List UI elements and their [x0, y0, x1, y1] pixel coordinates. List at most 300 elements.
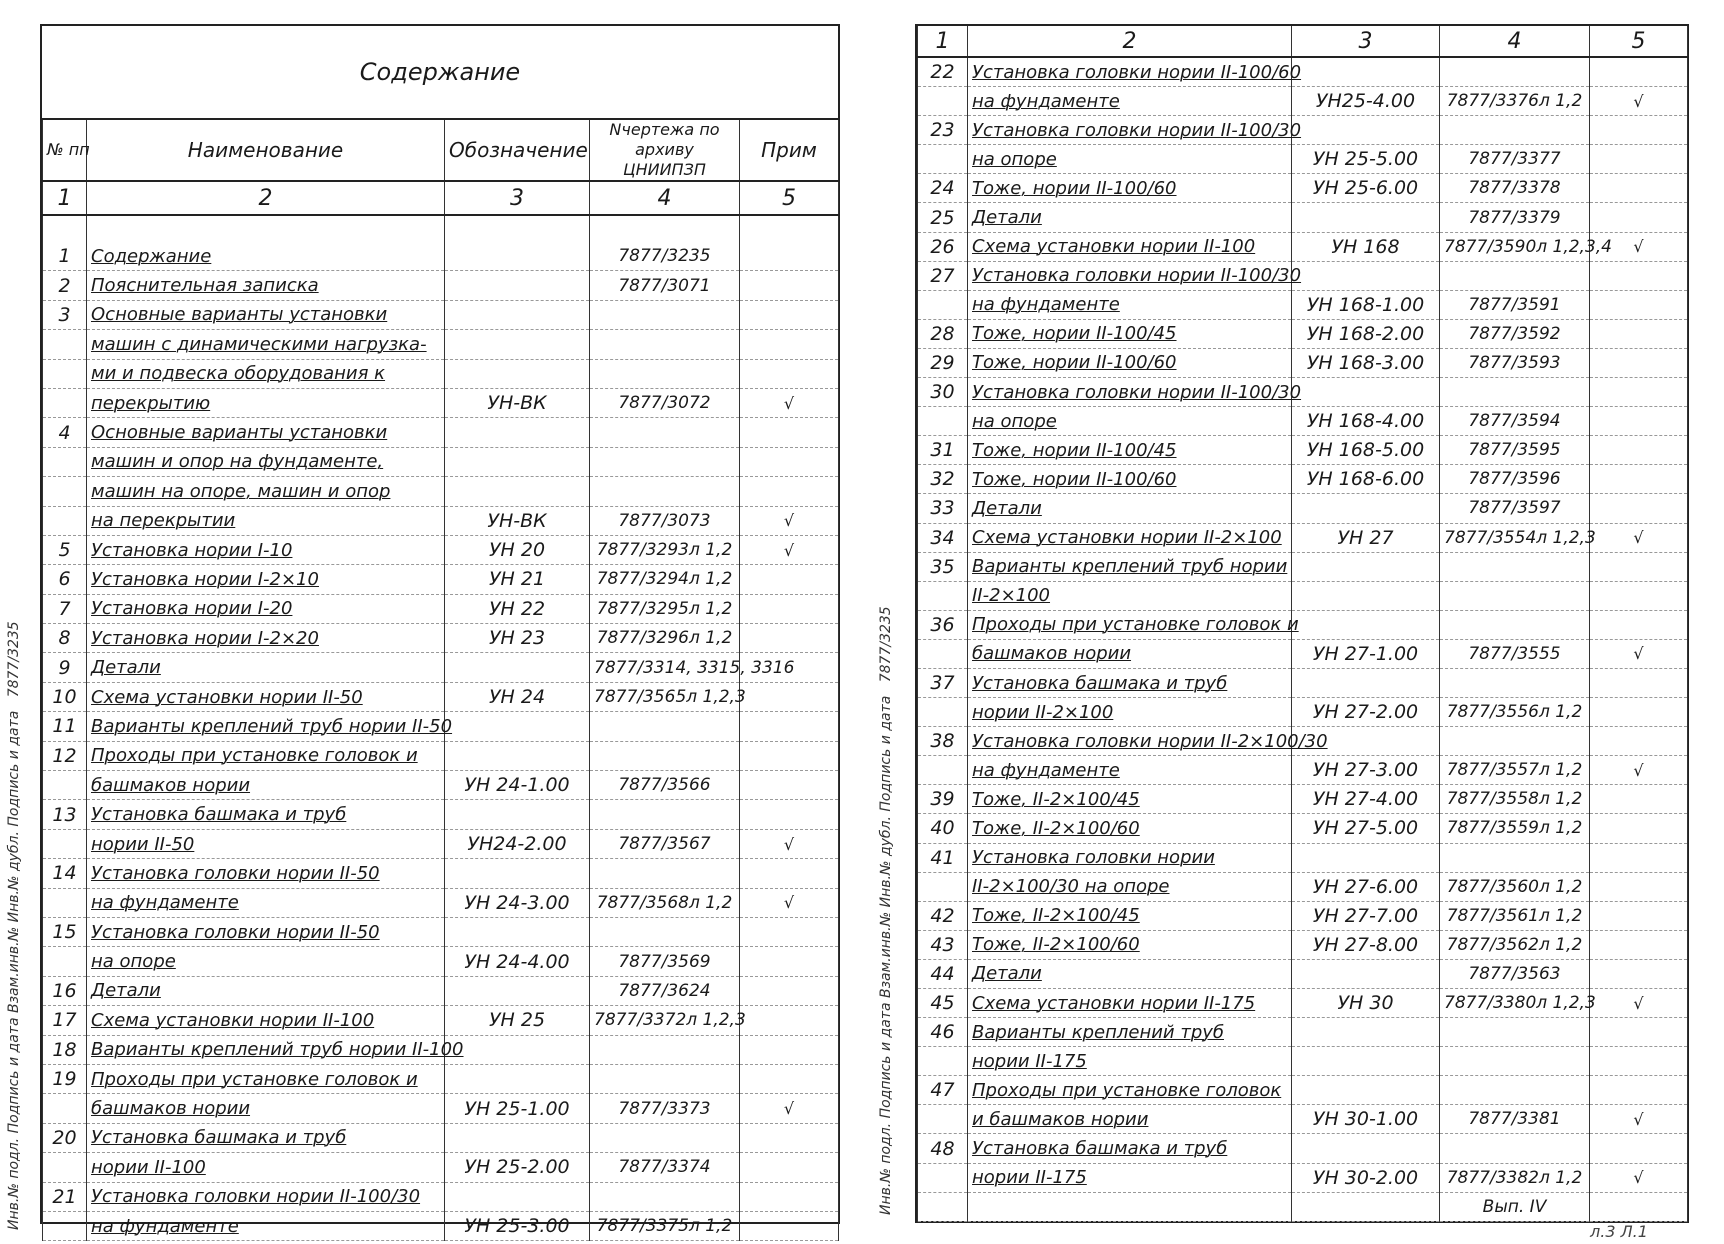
row-number: 47: [918, 1076, 968, 1105]
row-archive-number: 7877/3295л 1,2: [590, 594, 740, 623]
row-name: машин и опор на фундаменте,: [87, 447, 445, 476]
table-row: [918, 959, 1688, 988]
row-note: [740, 741, 839, 770]
row-name: на фундаменте: [87, 888, 445, 917]
table-row: [918, 668, 1688, 697]
row-note: √: [740, 829, 839, 858]
table-row: [43, 800, 839, 829]
row-number: [43, 447, 87, 476]
row-number: [43, 888, 87, 917]
row-note: [740, 917, 839, 946]
row-archive-number: 7877/3563: [1440, 959, 1590, 988]
row-note: [740, 330, 839, 359]
row-code: [445, 1123, 590, 1152]
row-archive-number: [1440, 727, 1590, 756]
row-code: УН 25-5.00: [1292, 145, 1440, 174]
row-archive-number: [1440, 668, 1590, 697]
row-note: √: [1590, 1163, 1688, 1192]
row-name: Пояснительная записка: [87, 271, 445, 300]
row-number: [918, 581, 968, 610]
row-archive-number: [1440, 261, 1590, 290]
row-note: [1590, 785, 1688, 814]
row-note: [740, 682, 839, 711]
row-number: 4: [43, 418, 87, 447]
row-number: 5: [43, 535, 87, 564]
table-row: [43, 535, 839, 564]
row-number: [918, 1047, 968, 1076]
row-code: УН 27-1.00: [1292, 639, 1440, 668]
row-code: [445, 359, 590, 388]
table-row: [43, 888, 839, 917]
row-archive-number: [590, 1035, 740, 1064]
row-archive-number: [1440, 552, 1590, 581]
row-code: [445, 447, 590, 476]
row-note: [1590, 494, 1688, 523]
row-note: [740, 859, 839, 888]
row-code: [1292, 57, 1440, 87]
row-note: [740, 712, 839, 741]
row-note: [740, 976, 839, 1005]
row-archive-number: 7877/3557л 1,2: [1440, 756, 1590, 785]
row-number: 8: [43, 624, 87, 653]
row-code: УН 27-4.00: [1292, 785, 1440, 814]
row-code: [1292, 668, 1440, 697]
row-number: 23: [918, 116, 968, 145]
table-row: [918, 1018, 1688, 1047]
row-number: 25: [918, 203, 968, 232]
row-archive-number: Вып. IV: [1440, 1192, 1590, 1221]
row-note: [740, 594, 839, 623]
row-number: [43, 771, 87, 800]
row-note: [1590, 261, 1688, 290]
row-note: [1590, 407, 1688, 436]
table-row: [43, 594, 839, 623]
row-name: Установка головки нории: [968, 843, 1292, 872]
row-archive-number: 7877/3596: [1440, 465, 1590, 494]
row-archive-number: [1440, 1134, 1590, 1163]
row-note: [740, 624, 839, 653]
header-no: № пп: [43, 120, 87, 181]
row-note: [740, 565, 839, 594]
row-code: УН 168-4.00: [1292, 407, 1440, 436]
row-code: УН-ВК: [445, 506, 590, 535]
row-number: 29: [918, 348, 968, 377]
table-row: [918, 232, 1688, 261]
table-row: [43, 565, 839, 594]
row-note: [1590, 378, 1688, 407]
spacer-row: [43, 215, 839, 242]
row-archive-number: [590, 917, 740, 946]
table-row: [43, 271, 839, 300]
row-number: 44: [918, 959, 968, 988]
row-note: √: [1590, 1105, 1688, 1134]
row-note: [1590, 552, 1688, 581]
row-note: [740, 1006, 839, 1035]
row-number: [918, 407, 968, 436]
row-code: [1292, 959, 1440, 988]
table-row: [918, 1192, 1688, 1221]
row-code: УН 27-6.00: [1292, 872, 1440, 901]
row-archive-number: 7877/3379: [1440, 203, 1590, 232]
table-row: [918, 494, 1688, 523]
row-archive-number: [590, 477, 740, 506]
row-name: Схема установки нории II-175: [968, 989, 1292, 1018]
row-code: УН 20: [445, 535, 590, 564]
row-code: УН-ВК: [445, 388, 590, 417]
row-archive-number: 7877/3372л 1,2,3: [590, 1006, 740, 1035]
row-name: на фундаменте: [968, 87, 1292, 116]
row-number: [918, 145, 968, 174]
column-number: 5: [740, 181, 839, 215]
row-number: [918, 1163, 968, 1192]
row-archive-number: [1440, 116, 1590, 145]
header-name: Наименование: [87, 120, 445, 181]
row-name: Установка головки нории II-100/60: [968, 57, 1292, 87]
row-archive-number: 7877/3561л 1,2: [1440, 901, 1590, 930]
row-note: [1590, 290, 1688, 319]
row-code: [1292, 552, 1440, 581]
row-note: [1590, 1047, 1688, 1076]
row-name: башмаков нории: [87, 1094, 445, 1123]
row-name: Тоже, II-2×100/45: [968, 901, 1292, 930]
row-note: [740, 1182, 839, 1211]
table-row: [43, 477, 839, 506]
row-code: [445, 653, 590, 682]
table-row: [918, 814, 1688, 843]
row-code: УН 168-2.00: [1292, 319, 1440, 348]
row-number: 32: [918, 465, 968, 494]
row-archive-number: 7877/3560л 1,2: [1440, 872, 1590, 901]
table-row: [43, 712, 839, 741]
row-name: Установка башмака и труб: [87, 1123, 445, 1152]
row-number: 6: [43, 565, 87, 594]
table-row: [43, 388, 839, 417]
row-note: [740, 1035, 839, 1064]
table-row: [918, 930, 1688, 959]
table-row: [43, 947, 839, 976]
row-archive-number: [1440, 843, 1590, 872]
row-number: [43, 1094, 87, 1123]
row-archive-number: 7877/3293л 1,2: [590, 535, 740, 564]
row-name: [968, 1192, 1292, 1221]
row-code: [1292, 1192, 1440, 1221]
row-note: √: [740, 888, 839, 917]
column-number: 5: [1590, 26, 1688, 57]
row-note: [740, 359, 839, 388]
row-code: УН 21: [445, 565, 590, 594]
page-title: Содержание: [42, 26, 838, 120]
row-code: [1292, 1134, 1440, 1163]
row-number: 43: [918, 930, 968, 959]
row-note: [1590, 57, 1688, 87]
row-name: Установка головки нории II-2×100/30: [968, 727, 1292, 756]
table-row: [918, 145, 1688, 174]
row-code: [1292, 581, 1440, 610]
row-name: Тоже, нории II-100/60: [968, 174, 1292, 203]
row-name: Тоже, нории II-100/45: [968, 436, 1292, 465]
row-name: Схема установки нории II-100: [87, 1006, 445, 1035]
row-note: √: [740, 388, 839, 417]
left-margin-stamp: [6, 621, 22, 1230]
row-note: [1590, 145, 1688, 174]
row-note: [740, 800, 839, 829]
row-name: Установка головки нории II-100/30: [968, 378, 1292, 407]
table-row: [918, 523, 1688, 552]
table-row: [918, 785, 1688, 814]
row-code: УН 24-1.00: [445, 771, 590, 800]
row-number: [43, 1153, 87, 1182]
row-code: УН 27-7.00: [1292, 901, 1440, 930]
table-row: [918, 1134, 1688, 1163]
row-note: √: [1590, 639, 1688, 668]
header-archive: Nчертежа по архиву ЦНИИПЗП: [590, 120, 740, 181]
row-code: УН 27-3.00: [1292, 756, 1440, 785]
row-code: УН 168-5.00: [1292, 436, 1440, 465]
table-row: [918, 116, 1688, 145]
row-name: Основные варианты установки: [87, 418, 445, 447]
row-note: [740, 477, 839, 506]
row-code: УН 25-6.00: [1292, 174, 1440, 203]
table-row: [43, 1123, 839, 1152]
table-row: [43, 682, 839, 711]
row-archive-number: 7877/3568л 1,2: [590, 888, 740, 917]
table-row: [918, 348, 1688, 377]
row-name: нории II-175: [968, 1047, 1292, 1076]
table-row: [918, 872, 1688, 901]
table-row: [43, 300, 839, 329]
table-row: [43, 1211, 839, 1240]
row-archive-number: [1440, 1018, 1590, 1047]
row-name: Детали: [87, 976, 445, 1005]
table-row: [43, 330, 839, 359]
row-code: [1292, 116, 1440, 145]
row-archive-number: 7877/3592: [1440, 319, 1590, 348]
table-row: [43, 1153, 839, 1182]
table-row: [918, 552, 1688, 581]
row-code: [1292, 203, 1440, 232]
table-row: [43, 859, 839, 888]
row-number: 24: [918, 174, 968, 203]
row-code: [1292, 378, 1440, 407]
row-code: [445, 712, 590, 741]
table-row: [918, 1105, 1688, 1134]
row-number: 40: [918, 814, 968, 843]
column-number: 1: [918, 26, 968, 57]
row-number: [918, 756, 968, 785]
row-archive-number: 7877/3378: [1440, 174, 1590, 203]
row-code: УН 22: [445, 594, 590, 623]
row-archive-number: [590, 1182, 740, 1211]
row-name: нории II-50: [87, 829, 445, 858]
row-name: Тоже, нории II-100/60: [968, 465, 1292, 494]
row-code: УН 25-1.00: [445, 1094, 590, 1123]
row-code: УН 24: [445, 682, 590, 711]
table-row: [43, 359, 839, 388]
row-number: 16: [43, 976, 87, 1005]
table-row: [918, 407, 1688, 436]
row-archive-number: [590, 359, 740, 388]
row-number: 36: [918, 610, 968, 639]
row-archive-number: 7877/3566: [590, 771, 740, 800]
table-row: [43, 1006, 839, 1035]
row-note: [1590, 203, 1688, 232]
table-row: [918, 698, 1688, 727]
row-name: Содержание: [87, 242, 445, 271]
row-code: УН 24-4.00: [445, 947, 590, 976]
row-number: 1: [43, 242, 87, 271]
table-row: [918, 1047, 1688, 1076]
row-number: 35: [918, 552, 968, 581]
row-code: УН 30-2.00: [1292, 1163, 1440, 1192]
row-name: Схема установки нории II-2×100: [968, 523, 1292, 552]
margin-number: 7877/3235: [878, 606, 894, 683]
row-name: Проходы при установке головок и: [968, 610, 1292, 639]
row-archive-number: [590, 859, 740, 888]
row-note: [1590, 959, 1688, 988]
row-number: [43, 506, 87, 535]
row-archive-number: 7877/3073: [590, 506, 740, 535]
row-archive-number: 7877/3373: [590, 1094, 740, 1123]
row-archive-number: 7877/3376л 1,2: [1440, 87, 1590, 116]
row-name: перекрытию: [87, 388, 445, 417]
row-name: башмаков нории: [968, 639, 1292, 668]
row-name: Проходы при установке головок и: [87, 741, 445, 770]
row-number: [918, 872, 968, 901]
row-archive-number: [1440, 610, 1590, 639]
row-archive-number: [590, 418, 740, 447]
row-name: машин на опоре, машин и опор: [87, 477, 445, 506]
row-name: II-2×100/30 на опоре: [968, 872, 1292, 901]
row-code: [445, 477, 590, 506]
row-note: [740, 1211, 839, 1240]
row-code: [1292, 843, 1440, 872]
row-name: и башмаков нории: [968, 1105, 1292, 1134]
row-note: [1590, 668, 1688, 697]
row-note: [740, 1064, 839, 1093]
row-note: [1590, 1018, 1688, 1047]
row-number: 45: [918, 989, 968, 1018]
row-code: УН 168-6.00: [1292, 465, 1440, 494]
table-row: [918, 57, 1688, 87]
row-note: [1590, 348, 1688, 377]
row-note: √: [740, 506, 839, 535]
table-row: [43, 1182, 839, 1211]
left-sheet: [40, 24, 840, 1238]
row-archive-number: [1440, 378, 1590, 407]
row-name: нории II-175: [968, 1163, 1292, 1192]
row-archive-number: 7877/3595: [1440, 436, 1590, 465]
row-note: [740, 1153, 839, 1182]
row-name: на опоре: [87, 947, 445, 976]
row-note: [1590, 1192, 1688, 1221]
row-name: Установка башмака и труб: [968, 1134, 1292, 1163]
row-number: 27: [918, 261, 968, 290]
table-row: [43, 506, 839, 535]
row-name: на фундаменте: [968, 290, 1292, 319]
row-name: Установка нории I-2×20: [87, 624, 445, 653]
row-code: УН25-4.00: [1292, 87, 1440, 116]
table-row: [43, 1064, 839, 1093]
row-code: УН 27-5.00: [1292, 814, 1440, 843]
row-number: [43, 388, 87, 417]
row-number: 33: [918, 494, 968, 523]
table-row: [43, 1035, 839, 1064]
row-number: 7: [43, 594, 87, 623]
row-name: ми и подвеска оборудования к: [87, 359, 445, 388]
row-note: [1590, 872, 1688, 901]
row-number: [918, 698, 968, 727]
table-row: [918, 989, 1688, 1018]
row-code: [445, 300, 590, 329]
row-name: Тоже, нории II-100/60: [968, 348, 1292, 377]
row-code: [1292, 261, 1440, 290]
row-name: на опоре: [968, 407, 1292, 436]
row-name: Тоже, II-2×100/60: [968, 930, 1292, 959]
row-code: УН 25: [445, 1006, 590, 1035]
row-number: 41: [918, 843, 968, 872]
row-archive-number: 7877/3624: [590, 976, 740, 1005]
row-archive-number: 7877/3597: [1440, 494, 1590, 523]
row-archive-number: 7877/3381: [1440, 1105, 1590, 1134]
row-number: 31: [918, 436, 968, 465]
row-code: [445, 1182, 590, 1211]
row-name: Установка нории I-20: [87, 594, 445, 623]
row-number: 22: [918, 57, 968, 87]
row-name: II-2×100: [968, 581, 1292, 610]
row-name: Варианты креплений труб: [968, 1018, 1292, 1047]
row-code: УН 168-1.00: [1292, 290, 1440, 319]
contents-table-right: [917, 26, 1688, 1222]
row-note: [1590, 698, 1688, 727]
row-number: 30: [918, 378, 968, 407]
row-number: [43, 829, 87, 858]
table-row: [43, 741, 839, 770]
table-row: [43, 447, 839, 476]
row-code: [445, 242, 590, 271]
row-name: Детали: [968, 494, 1292, 523]
row-note: [1590, 930, 1688, 959]
margin-stamp-text: Инв.№ подл. Подпись и дата Взам.инв.№ Инв.№ дубл. Подпись и дата: [878, 695, 894, 1215]
row-archive-number: 7877/3296л 1,2: [590, 624, 740, 653]
row-archive-number: [590, 447, 740, 476]
row-archive-number: [590, 712, 740, 741]
row-archive-number: 7877/3377: [1440, 145, 1590, 174]
column-number: 2: [968, 26, 1292, 57]
row-note: √: [740, 1094, 839, 1123]
row-note: [740, 947, 839, 976]
row-note: [1590, 1134, 1688, 1163]
row-code: УН 27: [1292, 523, 1440, 552]
table-row: [918, 290, 1688, 319]
row-note: [1590, 610, 1688, 639]
row-number: 2: [43, 271, 87, 300]
row-archive-number: 7877/3314, 3315, 3316: [590, 653, 740, 682]
row-code: [1292, 610, 1440, 639]
row-code: УН 25-3.00: [445, 1211, 590, 1240]
table-row: [43, 917, 839, 946]
table-row: [43, 624, 839, 653]
corner-mark: л.3 Л.1: [1590, 1222, 1648, 1241]
row-archive-number: [590, 1064, 740, 1093]
header-note: Прим: [740, 120, 839, 181]
row-name: Установка нории I-10: [87, 535, 445, 564]
row-note: [740, 447, 839, 476]
row-note: √: [740, 535, 839, 564]
table-row: [918, 727, 1688, 756]
row-archive-number: 7877/3559л 1,2: [1440, 814, 1590, 843]
row-number: 3: [43, 300, 87, 329]
row-code: УН 30-1.00: [1292, 1105, 1440, 1134]
